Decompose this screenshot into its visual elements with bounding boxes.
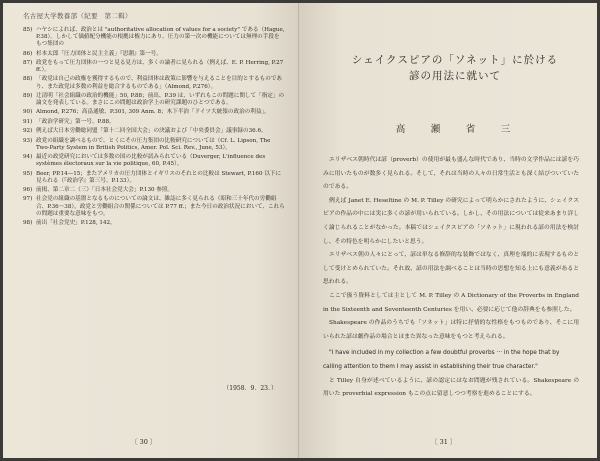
- tilley-quote: "I have included in my collection a few doubtful proverbs ··· in the hope that by calling attention to them I may assist in establishing their true character.": [323, 350, 560, 370]
- article-author: 高 瀬 省 三: [395, 124, 519, 135]
- footnote-item: [23, 220, 285, 227]
- footnote-number: 94): [23, 154, 33, 161]
- footnote-number: 96): [23, 187, 33, 194]
- footnote-item: [23, 171, 285, 185]
- footnote-text: 最近の政党研究においては多数の国の比較が試みられている（Duverger, L'influence des systèmes électoraux sur la vie politique, 60, P.45）。: [36, 154, 266, 168]
- footnote-text: Almond, P.276；高畠通敏、P.301, 309 Anm. 8；木下半治「ドイツ大統領の政治の利益」。: [36, 109, 270, 116]
- body-paragraph: 例えば Janet E. Heseltine の M. P. Tilley の研究によって明らかにされたように、シェイクスピアの作品の中には実に多くの諺が用いられている。しかし、その用法については従来あまり詳しく論じられることがなかった。本稿ではシェイクスピアの「ソネット」に現われる諺の用法を検討し、その特色を明らかにしたいと思う。: [323, 197, 579, 245]
- footnote-number: 85): [23, 27, 33, 33]
- body-paragraph: エリザベス朝の人々にとって、諺は単なる修辞的な装飾ではなく、真理を端的に表現するものとして受けとめられていた。それ故、諺の用法を調べることは当時の思想を知る上にも意義があると思われる。: [323, 252, 579, 286]
- footnote-text: 「政党は自己の政権を獲得するもので、利益団体は政策に影響を与えることを目的とするものであり、また政党は多数の利益を総合するものである」（Almond, P.276）。: [36, 76, 283, 90]
- footnote-number: 92): [23, 128, 33, 135]
- footnote-text: Beer, PP.14—15；またアメリカの圧力団体とイギリスのそれとの比較は Stewart, P.160 以下に見られる（『政治学』第三号、P.133）。: [36, 170, 282, 184]
- footnote-number: 89): [23, 92, 33, 99]
- footnote-text: 前掲、第二章二（三）「日本社会党大会」P.130 参照。: [36, 187, 174, 194]
- footnote-number: 86): [23, 50, 33, 57]
- footnote-item: [23, 138, 285, 152]
- book-spread: [3, 3, 597, 458]
- footnote-number: 87): [23, 59, 33, 66]
- left-page: [3, 3, 299, 458]
- article-body: [323, 154, 579, 402]
- footnote-item: [23, 109, 285, 116]
- footnote-item: [23, 93, 285, 107]
- footnote-item: [23, 51, 285, 58]
- article-title: [347, 52, 563, 84]
- footnote-text: 前出「社会党史」P.128, 142。: [36, 220, 116, 227]
- footnote-number: 97): [23, 196, 33, 203]
- closing-paragraph: と Tilley 自身が述べているように、諺の認定にはなお問題が残されている。Shakespeare の用いた proverbial expression もこの点に留意しつつ考察を進めることにする。: [323, 377, 579, 398]
- running-head: 名古屋大学教養部（紀要 第二輯）: [23, 12, 132, 20]
- footnote-item: [23, 128, 285, 135]
- body-paragraph: エリザベス朝時代は諺（proverb）の使用が最も盛んな時代であり、当時の文学作品には諺を巧みに用いたものが数多く見られる。そして、それは当時の人々の日常生活とも深く結びついていたのである。: [323, 157, 579, 191]
- footnote-text: 政党の組織を調べるもので、とくにその圧力集団の比較研究については（Cf. L. Lipson, The Two-Party System in British Politics, Amer. Pol. Sci. Rev., June, 53）。: [36, 137, 271, 151]
- note-date: （1958．9．23．）: [223, 385, 277, 392]
- body-paragraph: Shakespeare の作品のうちでも「ソネット」は特に抒情的な性格をもつものであり、そこに用いられた諺は劇作品の場合とはまた異なった意味をもつと考えられる。: [323, 320, 579, 340]
- footnote-text: 社会党の組織の基盤となるものについての論文は、雑誌に多く見られる（昭和三十年代の労働組合、P.36〜38）。政党と労働組合の関係については P.77 ff.；また今日の政治状況において、これらの問題は重要な意味をもつ。: [36, 196, 285, 217]
- footnote-text: 政党をもって圧力団体の一つと見る見方は、多くの論者に見られる（例えば、E. P. Herring, P.27 ff.）。: [36, 59, 284, 74]
- article-title-line-2: 諺の用法に就いて: [409, 70, 501, 82]
- footnote-number: 93): [23, 137, 33, 144]
- right-page: [299, 3, 597, 458]
- footnote-item: [23, 154, 285, 168]
- article-paragraphs: [323, 154, 579, 344]
- page-number-right: 〔 31 〕: [431, 438, 457, 446]
- footnotes-list: [23, 27, 285, 229]
- footnote-item: [23, 119, 285, 126]
- footnote-item: [23, 196, 285, 217]
- footnote-number: 91): [23, 118, 33, 125]
- footnote-item: [23, 27, 285, 48]
- footnote-item: [23, 187, 285, 194]
- footnote-text: 辻清明「社会組織の政治的機能」50, P.88；前出、P.39 は、いずれもこの問題に関して「指定」の論文を発表している。まさにこの問題は政治学上の研究課題のひとつである。: [36, 92, 285, 107]
- footnote-number: 95): [23, 170, 33, 177]
- footnote-number: 98): [23, 220, 33, 227]
- article-title-line-1: シェイクスピアの「ソネット」に於ける: [351, 54, 559, 66]
- page-number-left: 〔 30 〕: [131, 438, 157, 446]
- footnote-text: ハヤシによれば、政治とは "authoritative allocation of values for a society" である（Hague, P.38）。しかして価値配分機能の根拠は権力にあり、圧力の第一次の機能については無理の手段をもつ集団の: [36, 27, 285, 48]
- body-paragraph: ここで扱う資料としては主として M. P. Tilley の A Dictionary of the Proverbs in England in the Sixteenth and Seventeenth Centuries を用い、必要に応じて他の辞典をも参照した。: [323, 292, 579, 313]
- footnote-number: 90): [23, 109, 33, 116]
- footnote-item: [23, 76, 285, 90]
- footnote-text: 例えば大日本労働総同盟「第十二回全国大会」の決議および「中央委員会」議事録の36.6。: [36, 128, 267, 135]
- footnote-number: 88): [23, 76, 33, 83]
- footnote-text: 杉本太郎「圧力団体と民主主義」『思潮』第一号。: [36, 50, 162, 57]
- footnote-item: [23, 60, 285, 74]
- footnote-text: 「政治学研究」第一号、P.88。: [36, 118, 115, 125]
